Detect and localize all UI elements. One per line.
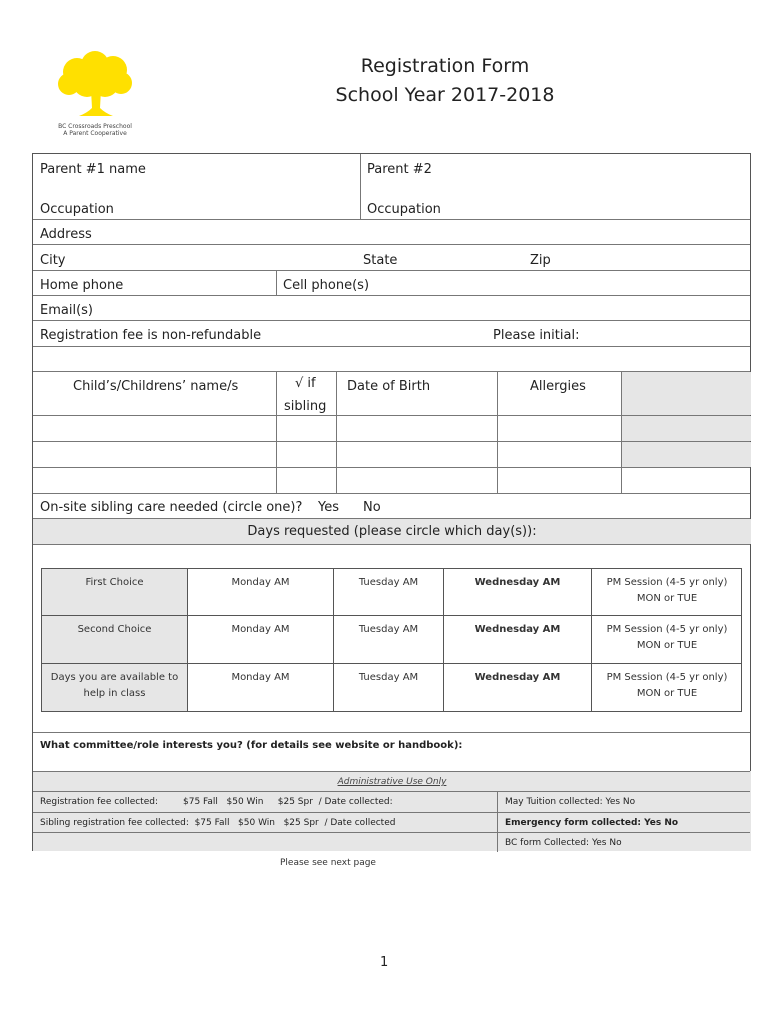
allergies-extra-header-shade: [621, 372, 751, 415]
bc-form-collected: BC form Collected: Yes No: [505, 838, 622, 848]
help-in-class-label-2: help in class: [83, 688, 146, 699]
emergency-form-collected: Emergency form collected: Yes No: [505, 818, 679, 828]
please-initial-label: Please initial:: [493, 328, 580, 343]
second-choice-label: Second Choice: [77, 624, 152, 635]
fee-nonrefundable-label: Registration fee is non-refundable: [40, 328, 262, 343]
email-label: Email(s): [40, 303, 93, 318]
second-choice-tuesday-am[interactable]: Tuesday AM: [358, 624, 419, 635]
occupation2-label: Occupation: [367, 202, 441, 217]
address-label: Address: [40, 227, 92, 242]
second-choice-wednesday-am[interactable]: Wednesday AM: [474, 624, 561, 635]
help-pm-session[interactable]: PM Session (4-5 yr only): [606, 672, 728, 683]
second-choice-pm-session[interactable]: PM Session (4-5 yr only): [606, 624, 728, 635]
dob-header: Date of Birth: [347, 379, 431, 394]
allergies-extra-shade-1: [621, 416, 751, 441]
first-choice-wednesday-am[interactable]: Wednesday AM: [474, 577, 561, 588]
allergies-header: Allergies: [530, 379, 586, 394]
city-label: City: [40, 253, 66, 268]
occupation1-label: Occupation: [40, 202, 114, 217]
logo-line-2: A Parent Cooperative: [63, 130, 127, 137]
tree-logo-icon: [55, 50, 137, 122]
form-title: Registration Form: [360, 55, 530, 77]
sibling-fee-collected: Sibling registration fee collected: $75 Fall $50 Win $25 Spr / Date collected: [40, 818, 396, 828]
logo-line-1: BC Crossroads Preschool: [58, 123, 132, 130]
first-choice-pm-session[interactable]: PM Session (4-5 yr only): [606, 577, 728, 588]
page-number: 1: [380, 955, 389, 970]
state-label: State: [363, 253, 398, 268]
cell-phone-label: Cell phone(s): [283, 278, 370, 293]
help-in-class-label-1: Days you are available to: [50, 672, 179, 683]
help-wednesday-am[interactable]: Wednesday AM: [474, 672, 561, 683]
school-year: School Year 2017-2018: [335, 84, 555, 106]
allergies-extra-shade-2: [621, 442, 751, 467]
first-choice-monday-am[interactable]: Monday AM: [231, 577, 290, 588]
reg-fee-options: $75 Fall $50 Win $25 Spr / Date collected:: [183, 797, 393, 807]
second-choice-pm-days: MON or TUE: [636, 640, 698, 651]
sibling-care-label: On-site sibling care needed (circle one)?: [40, 500, 303, 515]
parent2-label: Parent #2: [367, 162, 432, 177]
sibling-header-line2: sibling: [284, 399, 327, 414]
second-choice-monday-am[interactable]: Monday AM: [231, 624, 290, 635]
committee-label: What committee/role interests you? (for details see website or handbook):: [40, 740, 463, 751]
sibling-check-header: √ if: [295, 376, 316, 391]
help-tuesday-am[interactable]: Tuesday AM: [358, 672, 419, 683]
first-choice-label: First Choice: [85, 577, 144, 588]
admin-use-header: Administrative Use Only: [337, 777, 447, 787]
sibling-care-no[interactable]: No: [363, 500, 381, 515]
first-choice-pm-days: MON or TUE: [636, 593, 698, 604]
reg-fee-collected-label: Registration fee collected:: [40, 797, 158, 807]
sibling-care-yes[interactable]: Yes: [318, 500, 339, 515]
next-page-note: Please see next page: [280, 858, 376, 868]
zip-label: Zip: [530, 253, 551, 268]
parent1-name-label: Parent #1 name: [40, 162, 146, 177]
days-requested-header: Days requested (please circle which day(s)):: [247, 524, 537, 539]
child-name-header: Child’s/Childrens’ name/s: [73, 379, 239, 394]
registration-form: [32, 153, 751, 851]
home-phone-label: Home phone: [40, 278, 124, 293]
may-tuition-collected: May Tuition collected: Yes No: [505, 797, 636, 807]
help-monday-am[interactable]: Monday AM: [231, 672, 290, 683]
help-pm-days: MON or TUE: [636, 688, 698, 699]
first-choice-tuesday-am[interactable]: Tuesday AM: [358, 577, 419, 588]
day-choices-table: [41, 568, 742, 712]
